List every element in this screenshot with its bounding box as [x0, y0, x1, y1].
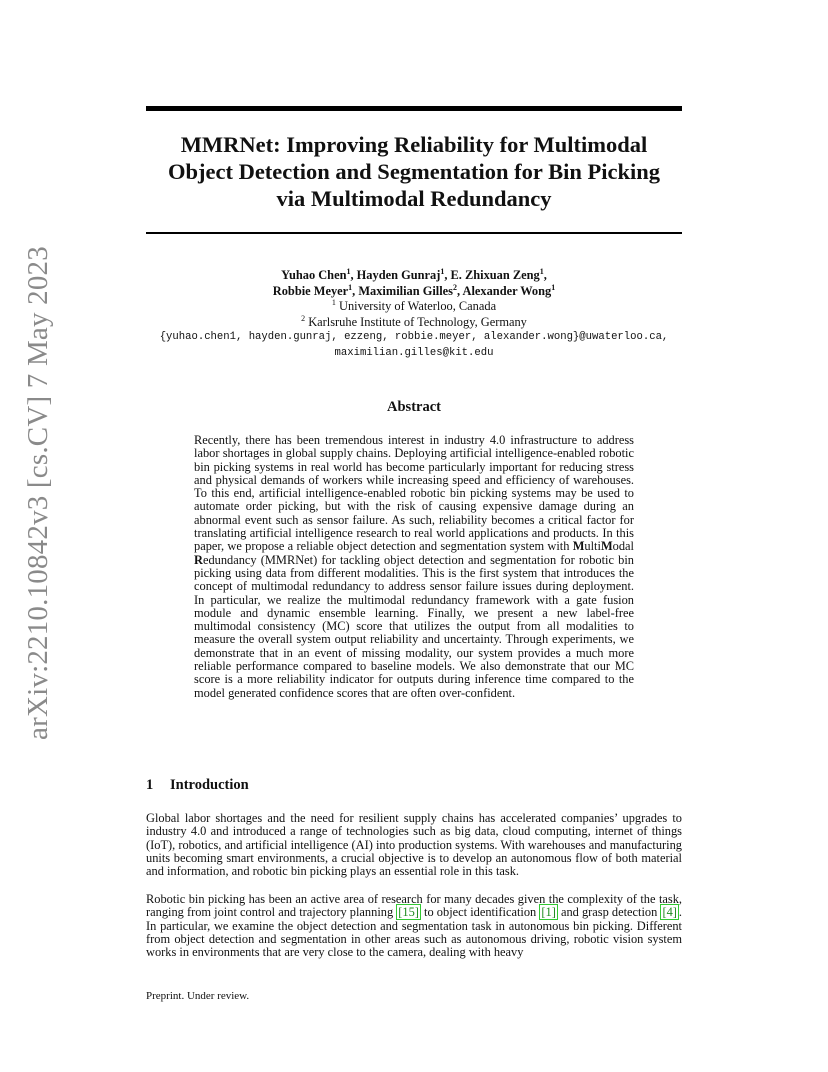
- citation-link[interactable]: [1]: [541, 905, 556, 920]
- author-affiliation-mark: 1: [539, 266, 544, 276]
- author-affiliation-mark: 1: [348, 282, 353, 292]
- section-number: 1: [146, 777, 154, 793]
- author-line-1: Yuhao Chen$^1$, Hayden Gunraj$^1$, E. Zhixuan Zeng$^1$,: [281, 266, 547, 282]
- affiliation-1: [146, 299, 682, 315]
- author-affiliation-mark: 1: [346, 266, 351, 276]
- arxiv-stamp-text: arXiv:2210.10842v3 [cs.CV] 7 May 2023: [22, 246, 54, 740]
- intro-paragraph-1: Global labor shortages and the need for resilient supply chains has accelerated companies’ upgrades to industry 4.0 and introduced a range of technologies such as big data, cloud computing, internet of things (IoT), robotics, and artificial intelligence (AI) into production systems. With warehouses and manufacturing units becoming smart environments, a crucial objective is to develop an autonomous flow of both material and information, and robotic bin picking plays an essential role in this task.: [146, 811, 682, 879]
- author-line-2: Robbie Meyer$^1$, Maximilian Gilles$^2$, Alexander Wong$^1$: [272, 282, 556, 298]
- author-affiliation-mark: 1: [551, 282, 556, 292]
- abstract-heading: Abstract: [387, 399, 441, 415]
- author-block: [146, 268, 682, 361]
- author-name: Maximilian Gilles: [358, 283, 453, 298]
- title-line-2: Object Detection and Segmentation for Bin Picking: [167, 159, 661, 184]
- intro-paragraph-2: Robotic bin picking has been an active area of research for many decades given the complexity of the task, ranging from joint control and trajectory planning [15] to object identification [1] and grasp detection [4] . In particular, we examine the object detection and segmentation task in autonomous bin picking. Different from object detection and segmentation in other areas such as autonomous driving, robotic vision system works in environments that are very close to the camera, dealing with heavy: [146, 892, 682, 960]
- affiliation-number: 1: [331, 297, 336, 307]
- affiliation-text: Karlsruhe Institute of Technology, Germany: [308, 314, 527, 329]
- author-name: Yuhao Chen: [281, 268, 347, 282]
- author-name: Alexander Wong: [462, 283, 552, 298]
- affiliation-2: [146, 315, 682, 331]
- affiliation-number: 2: [301, 313, 306, 323]
- author-name: Robbie Meyer: [272, 283, 349, 298]
- section-title: Introduction: [170, 777, 249, 793]
- title-line-3: via Multimodal Redundancy: [276, 186, 552, 211]
- title-bottom-rule: [146, 232, 682, 234]
- footer-note: Preprint. Under review.: [146, 990, 250, 1002]
- citation-link[interactable]: [15]: [398, 905, 419, 920]
- abstract-text: Recently, there has been tremendous interest in industry 4.0 infrastructure to address labor shortages in global supply chains. Deploying artificial intelligence-enabled robotic bin picking systems in real world has become particularly important for reducing stress and physical demands of workers while increasing speed and efficiency of warehouses. To this end, artificial intelligence-enabled robotic bin picking systems may be used to automate order picking, but with the risk of causing expensive damage during an abnormal event such as sensor failure. As such, reliability becomes a critical factor for translating artificial intelligence research to real world applications and products. In this paper, we propose a reliable object detection and segmentation system with MultiModal Redundancy (MMRNet) for tackling object detection and segmentation for robotic bin picking using data from different modalities. This is the first system that introduces the concept of multimodal redundancy to address sensor failure issues during deployment. In particular, we realize the multimodal redundancy framework with a gate fusion module and dynamic ensemble learning. Finally, we present a new label-free multimodal consistency (MC) score that utilizes the output from all modalities to measure the overall system output reliability and uncertainty. Through experiments, we demonstrate that in an event of missing modality, our system provides a much more reliable performance compared to baseline models. We also demonstrate that our MC score is a more reliability indicator for outputs during inference time compared to the model generated confidence scores that are often over-confident.: [194, 433, 634, 700]
- author-affiliation-mark: 2: [453, 282, 457, 292]
- email-line-1: {yuhao.chen1, hayden.gunraj, ezzeng, robbie.meyer, alexander.wong}@uwaterloo.ca,: [159, 331, 669, 343]
- title-top-rule: [146, 106, 682, 111]
- email-line-2: maximilian.gilles@kit.edu: [334, 346, 494, 359]
- author-affiliation-mark: 1: [440, 266, 445, 276]
- author-name: E. Zhixuan Zeng: [450, 268, 540, 282]
- section-heading-introduction: [146, 777, 249, 794]
- arxiv-stamp: [14, 228, 62, 758]
- title-line-1: MMRNet: Improving Reliability for Multimodal: [180, 132, 648, 157]
- citation-link[interactable]: [4]: [662, 905, 677, 920]
- author-name: Hayden Gunraj: [356, 268, 441, 282]
- paper-title: [146, 131, 682, 212]
- affiliation-text: University of Waterloo, Canada: [339, 299, 497, 313]
